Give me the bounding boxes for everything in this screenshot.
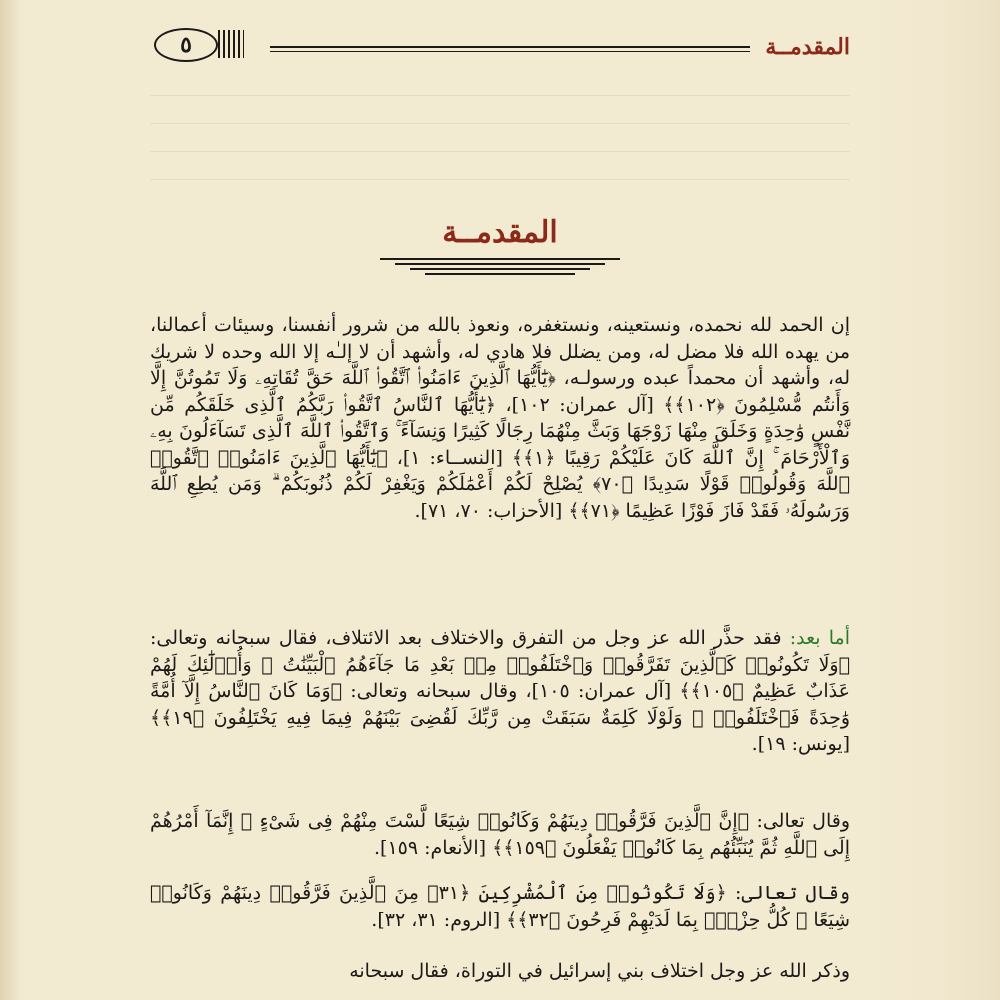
paragraph-text: وقال تعالى: ﴿إِنَّ ٱلَّذِينَ فَرَّقُوا۟ دِينَهُمْ وَكَانُوا۟ شِيَعًا لَّسْتَ مِنْهُمْ فِى شَىْءٍ ۚ إِنَّمَآ أَمْرُهُمْ إِلَى ٱللَّهِ ثُمَّ يُنَبِّئُهُم بِمَا كَانُوا۟ يَفْعَلُونَ ﴿١٥٩﴾﴾ [الأنعام: ١٥٩]. [150, 810, 850, 859]
paragraph-israel [150, 958, 850, 985]
bleed-through-text [150, 95, 850, 185]
paragraph-amma-baad [150, 625, 850, 758]
paragraph-lead: أما بعد: [789, 627, 850, 649]
paragraph-opening [150, 312, 850, 524]
paragraph-text: وذكر الله عز وجل اختلاف بني إسرائيل في التوراة، فقال سبحانه [349, 960, 850, 982]
page-number-bars-ornament [218, 30, 244, 58]
paragraph-text: فقد حذَّر الله عز وجل من التفرق والاختلاف بعد الائتلاف، فقال سبحانه وتعالى: ﴿وَلَا تَكُونُوا۟ كَٱلَّذِينَ تَفَرَّقُوا۟ وَٱخْتَلَفُوا۟ مِنۢ بَعْدِ مَا جَآءَهُمُ ٱلْبَيِّنَٰتُ ۚ وَأُو۟لَٰٓئِكَ لَهُمْ عَذَابٌ عَظِيمٌ ﴿١٠٥﴾﴾ [آل عمران: ١٠٥]، وقال سبحانه وتعالى: ﴿وَمَا كَانَ ٱلنَّاسُ إِلَّآ أُمَّةً وَٰحِدَةً فَٱخْتَلَفُوا۟ ۚ وَلَوْلَا كَلِمَةٌ سَبَقَتْ مِن رَّبِّكَ لَقُضِىَ بَيْنَهُمْ فِيمَا فِيهِ يَخْتَلِفُونَ ﴿١٩﴾﴾ [يونس: ١٩]. [150, 627, 850, 755]
page-number: ٥ [154, 28, 218, 62]
header-section-name: المقدمــة [765, 34, 850, 60]
page-number-ornament [150, 28, 245, 62]
paragraph-rum [150, 880, 850, 933]
chapter-title: المقدمــة [442, 215, 558, 250]
paragraph-text: إن الحمد لله نحمده، ونستعينه، ونستغفره، ونعوذ بالله من شرور أنفسنا، وسيئات أعمالنا، من يهده الله فلا مضل له، ومن يضلل فلا هادي له، وأشهد أن لا إلـٰه إلا الله وحده لا شريك له، وأشهد أن محمداً عبده ورسولـه، ﴿يَٰٓأَيُّهَا ٱلَّذِينَ ءَامَنُوا۟ ٱتَّقُوا۟ ٱللَّهَ حَقَّ تُقَاتِهِۦ وَلَا تَمُوتُنَّ إِلَّا وَأَنتُم مُّسْلِمُونَ ﴿١٠٢﴾﴾ [آل عمران: ١٠٢]، ﴿يَٰٓأَيُّهَا ٱلنَّاسُ ٱتَّقُوا۟ رَبَّكُمُ ٱلَّذِى خَلَقَكُم مِّن نَّفْسٍ وَٰحِدَةٍ وَخَلَقَ مِنْهَا زَوْجَهَا وَبَثَّ مِنْهُمَا رِجَالًا كَثِيرًا وَنِسَآءً ۚ وَٱتَّقُوا۟ ٱللَّهَ ٱلَّذِى تَسَآءَلُونَ بِهِۦ وَٱلْأَرْحَامَ ۚ إِنَّ ٱللَّهَ كَانَ عَلَيْكُمْ رَقِيبًا ﴿١﴾﴾ [النســاء: ١]، ﴿يَٰٓأَيُّهَا ٱلَّذِينَ ءَامَنُوا۟ ٱتَّقُوا۟ ٱللَّهَ وَقُولُوا۟ قَوْلًا سَدِيدًا ﴿٧٠﴾ يُصْلِحْ لَكُمْ أَعْمَٰلَكُمْ وَيَغْفِرْ لَكُمْ ذُنُوبَكُمْ ۗ وَمَن يُطِعِ ٱللَّهَ وَرَسُولَهُۥ فَقَدْ فَازَ فَوْزًا عَظِيمًا ﴿٧١﴾﴾ [الأحزاب: ٧٠، ٧١]. [150, 314, 850, 522]
title-underline-ornament [380, 258, 620, 278]
book-page [150, 0, 850, 1000]
paragraph-anam [150, 808, 850, 861]
running-header [150, 22, 850, 72]
page-spine-shadow [0, 0, 22, 1000]
paragraph-text: وقال تعالى: ﴿وَلَا تَكُونُوا۟ مِنَ ٱلْمُشْرِكِينَ ﴿٣١﴾ مِنَ ٱلَّذِينَ فَرَّقُوا۟ دِينَهُمْ وَكَانُوا۟ شِيَعًا ۖ كُلُّ حِزْبٍۭ بِمَا لَدَيْهِمْ فَرِحُونَ ﴿٣٢﴾﴾ [الروم: ٣١، ٣٢]. [150, 882, 850, 931]
page-edge [850, 0, 1000, 1000]
header-rule [270, 46, 750, 52]
